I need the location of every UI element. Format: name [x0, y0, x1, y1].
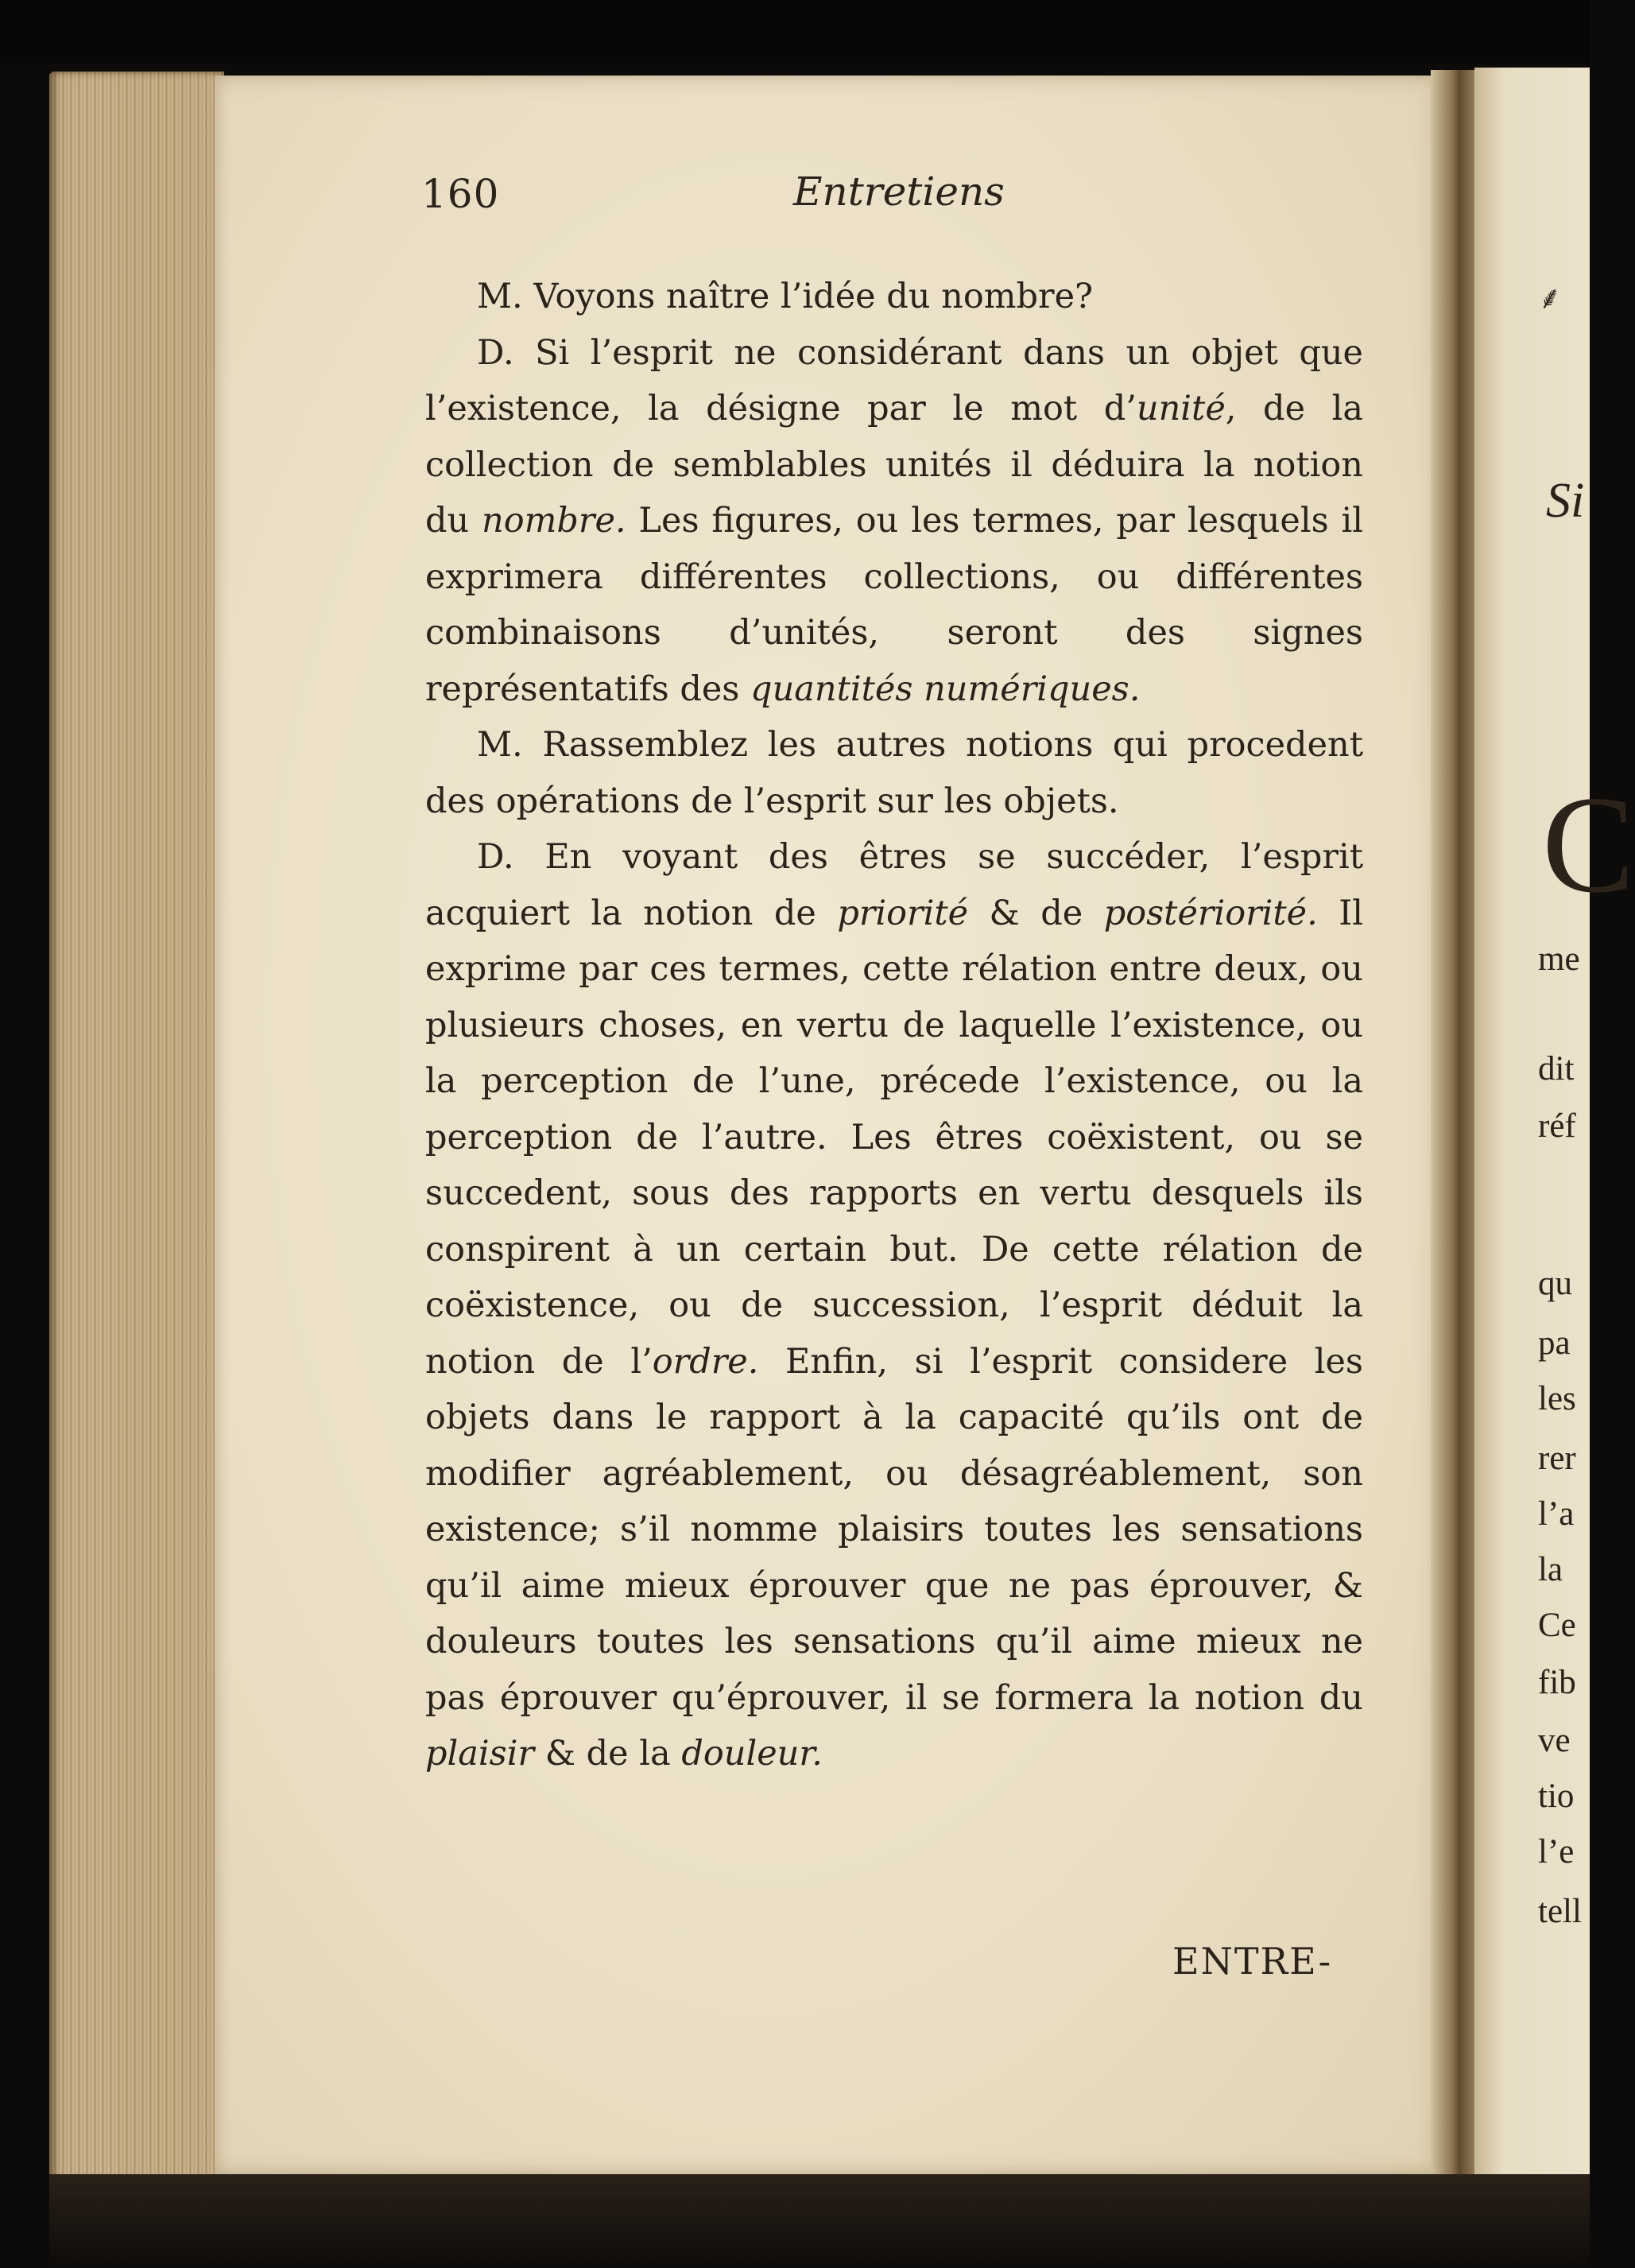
stacked-page-edges [49, 72, 224, 2186]
right-page-line-fragment: tell [1538, 1893, 1582, 1930]
right-page-ornament: ⸙ [1538, 280, 1562, 316]
text-run: Il exprime par ces termes, cette rélation entre deux, ou plusieurs choses, en vertu de laquelle l’existence, ou la perception de l’une, précede l’existence, ou la perception de l’autre. Les êtres coëxistent, ou se succedent, sous des rapports en vertu desquels ils conspirent à un certain but. De cette rélation de coëxistence, ou de succession, l’esprit déduit la notion de l’ [425, 893, 1363, 1382]
text-run: M. Rassemblez les autres notions qui procedent des opérations de l’esprit sur les objets. [425, 725, 1363, 821]
running-title: Entretiens [793, 169, 1005, 215]
right-page-line-fragment: l’e [1538, 1833, 1575, 1871]
right-page-line-fragment: l’a [1538, 1495, 1575, 1533]
right-page-line-fragment: les [1538, 1380, 1576, 1417]
right-page-line-fragment: me [1538, 940, 1580, 978]
catchword: ENTRE- [1172, 1940, 1333, 1983]
right-page-line-fragment: la [1538, 1551, 1563, 1588]
book-gutter [1431, 70, 1478, 2185]
text-run: D. En voyant des êtres se succéder, l’esprit acquiert la notion de [425, 837, 1363, 933]
right-page-line-fragment: pa [1538, 1324, 1571, 1362]
right-page-drop-initial: C [1542, 767, 1635, 921]
text-run: & de la [534, 1734, 682, 1774]
paragraph [425, 829, 1363, 1782]
text-run: M. Voyons naître l’idée du nombre? [477, 277, 1094, 316]
italic-term: nombre. [482, 501, 626, 541]
italic-term: unité [1136, 389, 1226, 428]
bottom-shadow [49, 2174, 1590, 2268]
italic-term: quantités numériques. [750, 669, 1141, 709]
right-page-line-fragment: réf [1538, 1107, 1576, 1145]
text-run: Les figures, ou les termes, par lesquels il exprimera différentes collections, ou différentes combinaisons d’unités, seront des signes représentatifs des [425, 501, 1363, 709]
right-page-line-fragment: ve [1538, 1722, 1571, 1759]
right-page-line-fragment: dit [1538, 1050, 1575, 1087]
italic-term: plaisir [425, 1734, 535, 1774]
right-page-line-fragment: fib [1538, 1664, 1576, 1701]
right-page-line-fragment: rer [1538, 1440, 1576, 1477]
text-run: D. Si l’esprit ne considérant dans un objet que l’existence, la désigne par le mot d’ [425, 332, 1363, 428]
body-text [425, 269, 1363, 1782]
right-page-line-fragment: qu [1538, 1265, 1572, 1302]
right-page-line-fragment: tio [1538, 1778, 1575, 1815]
page-number: 160 [421, 171, 500, 217]
paragraph [425, 269, 1363, 325]
italic-term: priorité [837, 893, 969, 933]
dark-backdrop [0, 0, 1590, 64]
right-page-heading-fragment: Si [1546, 474, 1585, 528]
italic-term: postériorité. [1103, 893, 1318, 933]
paragraph [425, 325, 1363, 718]
text-run: , de la collection de semblables unités il déduira la notion du [425, 389, 1363, 541]
right-page-line-fragment: Ce [1538, 1607, 1576, 1644]
italic-term: ordre. [652, 1341, 759, 1382]
text-run: Enfin, si l’esprit considere les objets dans le rapport à la capacité qu’ils ont de modifier agréablement, ou désagréablement, son existence; s’il nomme plaisirs toutes les sensations qu’il aime mieux éprouver que ne pas éprouver, & douleurs toutes les sensations qu’il aime mieux ne pas éprouver qu’éprouver, il se formera la notion du [425, 1341, 1363, 1718]
text-run: & de [968, 893, 1104, 933]
paragraph [425, 717, 1363, 829]
italic-term: douleur. [681, 1734, 823, 1774]
